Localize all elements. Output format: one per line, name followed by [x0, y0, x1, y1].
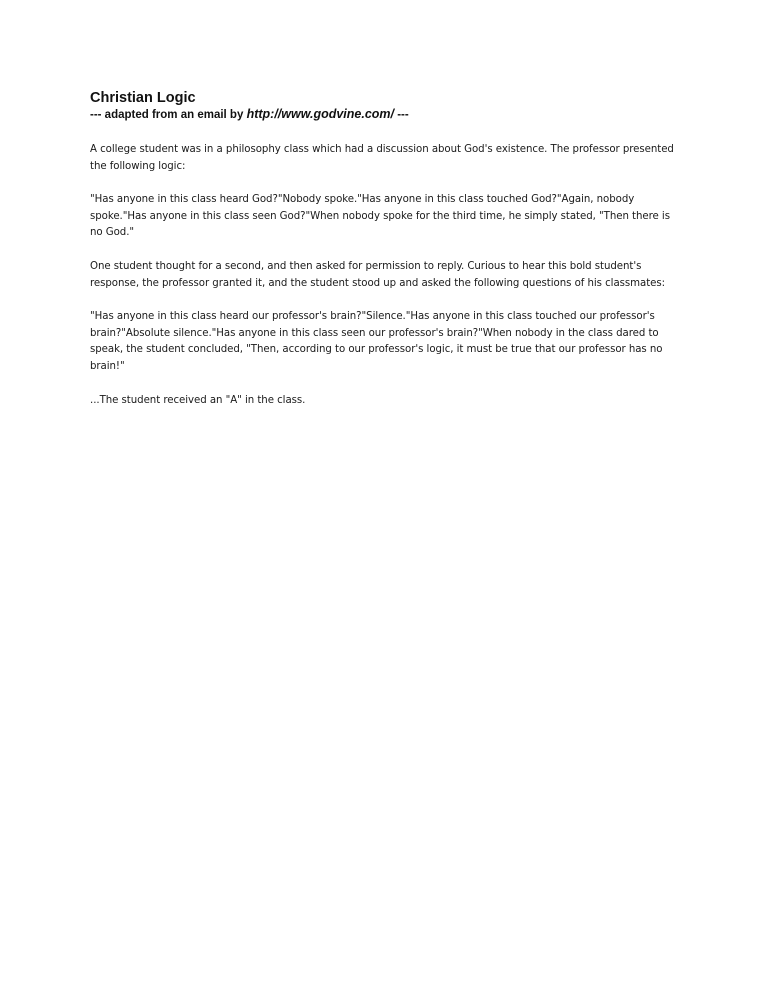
paragraph-student-questions: "Has anyone in this class heard our professor's brain?"Silence."Has anyone in this class touched our professor's brain?"Absolute silence."Has anyone in this class seen our professor's brain?"When nobody in the class dared to speak, the student concluded, "Then, according to our professor's logic, it must be true that our professor has no brain!": [90, 311, 663, 372]
subtitle-prefix: --- adapted from an email by: [90, 109, 247, 121]
document-page: [90, 89, 675, 426]
source-url: http://www.godvine.com/: [246, 107, 395, 121]
document-title: Christian Logic: [90, 90, 196, 106]
document-subtitle: [90, 107, 675, 122]
paragraph-professor-questions: "Has anyone in this class heard God?"Nobody spoke."Has anyone in this class touched God?"Again, nobody spoke."Has anyone in this class seen God?"When nobody spoke for the third time, he simply stated, "Then there is no God.": [90, 194, 670, 239]
paragraph-student-reply: One student thought for a second, and then asked for permission to reply. Curious to hear this bold student's response, the professor granted it, and the student stood up and asked the following questions of his classmates:: [90, 260, 666, 289]
subtitle-suffix: ---: [394, 109, 409, 121]
paragraph-conclusion: ...The student received an "A" in the class.: [90, 394, 306, 406]
paragraph-intro: A college student was in a philosophy class which had a discussion about God's existence. The professor presented the following logic:: [90, 144, 674, 172]
